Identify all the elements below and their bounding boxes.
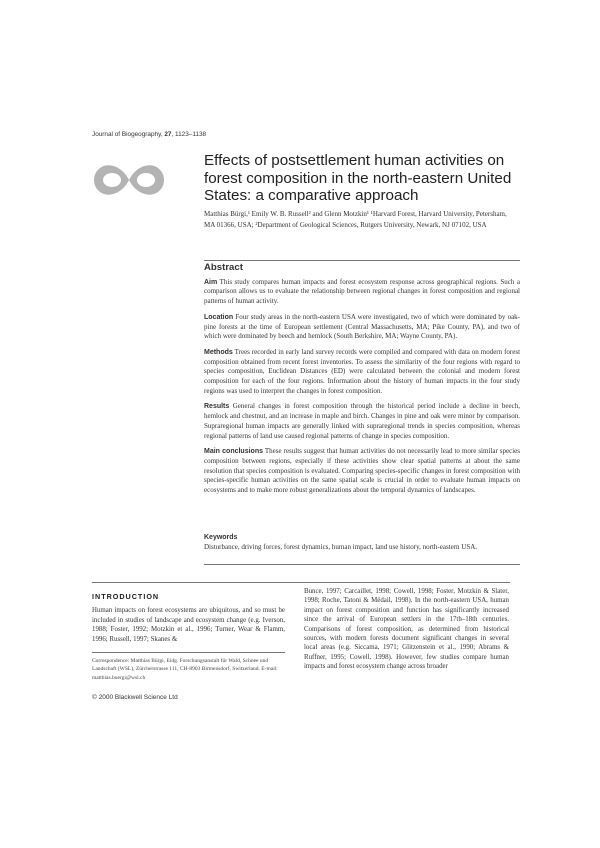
- introduction-left-column: Human impacts on forest ecosystems are ubiquitous, and so must be included in studies of landscape and ecosystem change (e.g. Iverson, 1988; Foster, 1992; Motzkin et al., 1996; Turner, Wear & Flamm, 1996; Russell, 1997; Skanes &: [92, 607, 285, 643]
- journal-volume: 27: [164, 131, 172, 138]
- correspondence-note: Correspondence: Matthias Bürgi, Eidg. Forschungsanstalt für Wald, Schnee und Landschaft (WSL), Zürcherstrasse 111, CH-8903 Birmensdorf, Switzerland. E-mail: matthias.buergi@wsl.ch: [92, 658, 278, 681]
- abstract-aim: [204, 278, 520, 307]
- journal-pages: , 1123–1138: [171, 131, 207, 138]
- keywords-heading: Keywords: [204, 534, 238, 541]
- abstract-methods-label: Methods: [204, 348, 233, 356]
- abstract-aim-label: Aim: [204, 278, 218, 286]
- abstract-results-text: General changes in forest composition through the historical period include a decline in beech, hemlock and chestnut, and an increase in maple and birch. Changes in pine and oak were minor by comparison. Supraregional human impacts are generally linked with supraregional trends in species composition, whereas regional patterns of land use caused regional patterns of change in species composition.: [204, 402, 520, 440]
- abstract-methods: [204, 348, 520, 397]
- introduction-heading: INTRODUCTION: [92, 592, 160, 601]
- abstract-bottom-rule: [204, 564, 520, 565]
- journal-name: Journal of Biogeography: [92, 131, 161, 138]
- journal-reference: Journal of Biogeography, 27, 1123–1138: [92, 131, 207, 138]
- abstract-conclusions: [204, 447, 520, 496]
- abstract-aim-text: This study compares human impacts and forest ecosystem response across geographical regions. Such a comparison allows us to evaluate the relationship between regional changes in forest composition and regional patterns of human activity.: [204, 277, 521, 306]
- abstract-conclusions-label: Main conclusions: [204, 448, 263, 456]
- abstract-location-text: Four study areas in the north-eastern USA were investigated, two of which were dominated by oak-pine forests at the time of European settlement (Central Massachusetts, MA; Pike County, PA), and two of which were dominated by beech and hemlock (South Berkshire, MA; Wayne County, PA).: [204, 312, 521, 341]
- body-top-rule: [92, 582, 510, 583]
- introduction-right-column: Bunce, 1997; Carcaillet, 1998; Cowell, 1998; Foster, Motzkin & Slater, 1998; Roche, Tatoni & Médail, 1998). In the north-eastern USA, human impact on forest composition and function has significantly increased since the arrival of European settlers in the 17th–18th centuries. Comparisons of forest composition, as determined from historical sources, with modern forests document significant changes in several local areas (e.g. Siccama, 1971; Glitzenstein et al., 1990; Abrams & Ruffner, 1995; Cowell, 1998). However, few studies compare human impacts and forest ecosystem change across broader: [304, 588, 509, 671]
- footnote-rule: [92, 652, 285, 653]
- infinity-logo-icon: [92, 160, 166, 200]
- abstract-heading: Abstract: [204, 262, 243, 273]
- abstract-methods-text: Trees recorded in early land survey records were compiled and compared with data on modern forest composition obtained from recent forest inventories. To assess the similarity of the four regions with regard to species composition, Euclidean Distances (ED) were calculated between the colonial and modern forest composition for each of the four regions. Information about the history of human impacts in the four study regions was used to interpret the changes in forest composition.: [204, 347, 521, 395]
- abstract-results-label: Results: [204, 403, 230, 411]
- copyright: © 2000 Blackwell Science Ltd: [92, 694, 178, 701]
- abstract-top-rule: [204, 260, 520, 261]
- abstract: [204, 263, 520, 502]
- keywords: [204, 533, 520, 552]
- abstract-location: [204, 313, 520, 342]
- paper-title: Effects of postsettlement human activities on forest composition in the north-eastern United States: a comparative approach: [204, 152, 512, 205]
- keywords-text: Disturbance, driving forces, forest dynamics, human impact, land use history, north-eastern USA.: [204, 542, 478, 551]
- abstract-results: [204, 402, 520, 441]
- author-affiliations: Matthias Bürgi,¹ Emily W. B. Russell² and Glenn Motzkin¹ ¹Harvard Forest, Harvard University, Petersham, MA 01366, USA; ²Department of Geological Sciences, Rutgers University, Newark, NJ 07102, USA: [204, 210, 507, 229]
- abstract-conclusions-text: These results suggest that human activities do not necessarily lead to more similar species composition between regions, especially if these activities show clear spatial patterns at about the same resolution that species composition is evaluated. Comparing species-specific changes in forest composition with species-specific human activities on the same spatial scale is crucial in order to evaluate human impacts on ecosystems and to make more robust generalizations about the temporal dynamics of landscapes.: [204, 447, 521, 495]
- abstract-location-label: Location: [204, 313, 234, 321]
